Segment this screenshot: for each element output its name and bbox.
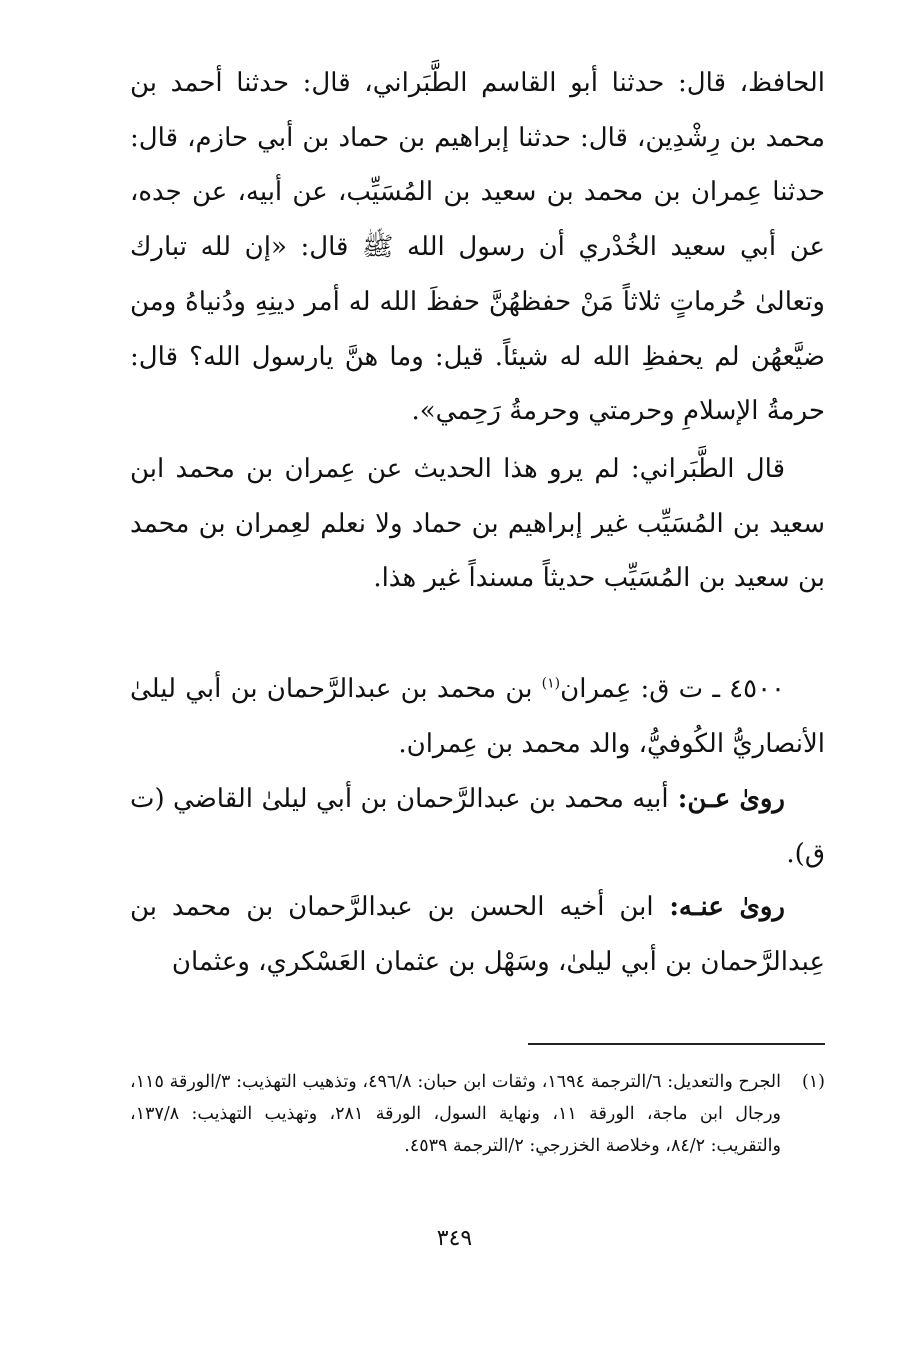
hadith-paragraph (130, 56, 825, 439)
footnote-number: (١) (801, 1072, 825, 1092)
entry-lineage: بن محمد بن عبدالرَّحمان بن أبي ليلىٰ الأنصاريُّ الكُوفيُّ، والد محمد بن عِمران. (130, 674, 825, 759)
narrated-by-label: روىٰ عنـه: (653, 892, 785, 922)
paragraph-text: الحافظ، قال: حدثنا أبو القاسم الطَّبَراني، قال: حدثنا أحمد بن محمد بن رِشْدِين، قال: حدثنا إبراهيم بن حماد بن أبي حازم، قال: حدثنا عِمران بن محمد بن سعيد بن المُسَيِّب، عن أبيه، عن جده، عن أبي سعيد الخُدْري أن رسول الله ﷺ قال: «إن لله تبارك وتعالىٰ حُرماتٍ ثلاثاً مَنْ حفظهُنَّ حفظَ الله له أمر دينِهِ ودُنياهُ ومن ضيَّعهُن لم يحفظِ الله له شيئاً. قيل: وما هنَّ يارسول الله؟ قال: حرمةُ الإسلامِ وحرمتي وحرمةُ رَحِمي». (130, 68, 825, 427)
footnote-text: الجرح والتعديل: ٦/الترجمة ١٦٩٤، وثقات ابن حبان: ٤٩٦/٨، وتذهيب التهذيب: ٣/الورقة ١١٥، ورجال ابن ماجة، الورقة ١١، ونهاية السول، الورقة ٢٨١، وتهذيب التهذيب: ١٣٧/٨، والتقريب: ٨٤/٢، وخلاصة الخزرجي: ٢/الترجمة ٤٥٣٩. (130, 1072, 781, 1156)
footnote-reference: (١) (541, 675, 561, 692)
biography-entry-heading (130, 662, 825, 771)
paragraph-text: قال الطَّبَراني: لم يرو هذا الحديث عن عِمران بن محمد ابن سعيد بن المُسَيِّب غير إبراهيم بن حماد ولا نعلم لعِمران بن محمد بن سعيد بن المُسَيِّب حديثاً مسنداً غير هذا. (130, 454, 825, 594)
narrated-from-text: أبيه محمد بن عبدالرَّحمان بن أبي ليلىٰ القاضي (ت ق). (130, 784, 825, 869)
narrated-by-paragraph (130, 880, 825, 989)
footnote-divider (528, 1043, 825, 1045)
narrated-from-label: روىٰ عـن: (668, 784, 785, 814)
footnote (130, 1066, 825, 1162)
entry-number-and-name: ٤٥٠٠ ـ ت ق: عِمران (560, 674, 786, 704)
narrated-from-paragraph (130, 772, 825, 881)
tabarani-comment-paragraph (130, 442, 825, 606)
narrated-by-text: ابن أخيه الحسن بن عبدالرَّحمان بن محمد بن عِبدالرَّحمان بن أبي ليلىٰ، وسَهْل بن عثمان العَسْكري، وعثمان (130, 892, 825, 977)
page-number: ٣٤٩ (436, 1226, 473, 1251)
